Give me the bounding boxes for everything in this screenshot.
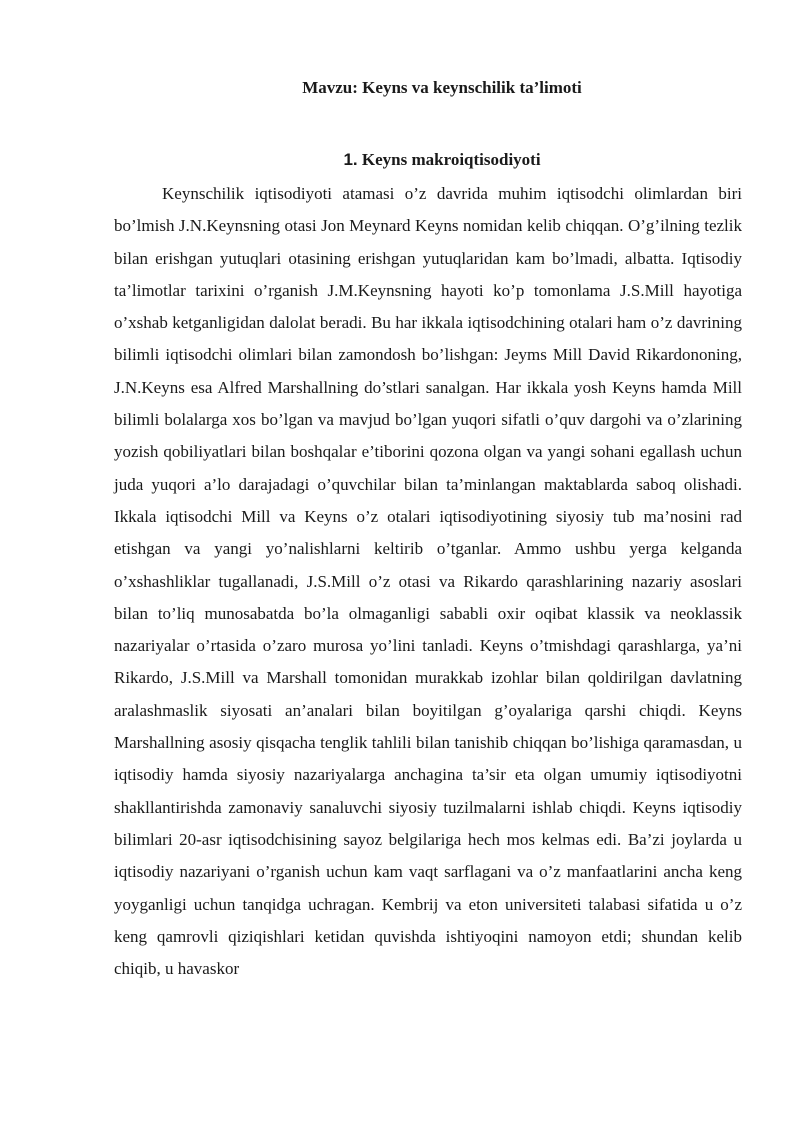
body-paragraph: Keynschilik iqtisodiyoti atamasi o’z davrida muhim iqtisodchi olimlardan biri bo’lmish J.N.Keynsning otasi Jon Meynard Keyns nomidan kelib chiqqan. O’g’ilning tezlik bilan erishgan yutuqlari otasining erishgan yutuqlaridan kam bo’lmadi, albatta. Iqtisodiy ta’limotlar tarixini o’rganish J.M.Keynsning hayoti ko’p tomonlama J.S.Mill hayotiga o’xshab ketganligidan dalolat beradi. Bu har ikkala iqtisodchining otalari ham o’z davrining bilimli iqtisodchi olimlari bilan zamondosh bo’lishgan: Jeyms Mill David Rikardononing, J.N.Keyns esa Alfred Marshallning do’stlari sanalgan. Har ikkala yosh Keyns hamda Mill bilimli bolalarga xos bo’lgan va mavjud bo’lgan yuqori sifatli o’quv dargohi va o’zlarining yozish qobiliyatlari bilan boshqalar e’tiborini qozona olgan va yangi sohani egallash uchun juda yuqori a’lo darajadagi o’quvchilar bilan ta’minlangan maktablarda saboq olishadi. Ikkala iqtisodchi Mill va Keyns o’z otalari iqtisodiyotining siyosiy tub ma’nosini rad etishgan va yangi yo’nalishlarni keltirib o’tganlar. Ammo ushbu yerga kelganda o’xshashliklar tugallanadi, J.S.Mill o’z otasi va Rikardo qarashlarining nazariy asoslari bilan to’liq munosabatda bo’la olmaganligi sababli oxir oqibat klassik va neoklassik nazariyalar o’rtasida o’zaro murosa yo’lini tanladi. Keyns o’tmishdagi qarashlarga, ya’ni Rikardo, J.S.Mill va Marshall tomonidan murakkab izohlar bilan qoldirilgan davlatning aralashmaslik siyosati an’analari bilan boyitilgan g’oyalariga qarshi chiqdi. Keyns Marshallning asosiy qisqacha tenglik tahlili bilan tanishib chiqqan bo’lishiga qaramasdan, u iqtisodiy hamda siyosiy nazariyalarga anchagina ta’sir eta olgan umumiy iqtisodiyotni shakllantirishda zamonaviy sanaluvchi siyosiy tuzilmalarni ishlab chiqdi. Keyns iqtisodiy bilimlari 20-asr iqtisodchisining sayoz belgilariga hech mos kelmas edi. Ba’zi joylarda u iqtisodiy nazariyani o’rganish uchun kam vaqt sarflagani va o’z manfaatlarini ancha keng yoyganligi uchun tanqidga uchragan. Kembrij va eton universiteti talabasi sifatida u o’z keng qamrovli qiziqishlari ketidan quvishda ishtiyoqini namoyon etdi; shundan kelib chiqib, u havaskor [114,184,742,979]
section-heading [114,148,770,172]
document-title: Mavzu: Keyns va keynschilik ta’limoti [302,78,582,97]
section-number: 1. [343,150,358,169]
section-heading-text: Keyns makroiqtisodiyoti [361,150,541,169]
